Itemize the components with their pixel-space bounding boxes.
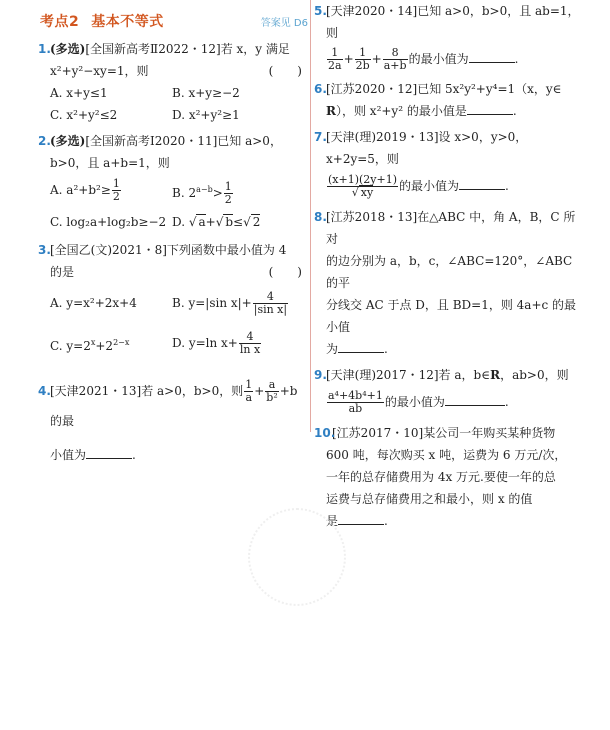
options: [50, 283, 308, 366]
problem-stem-line2: $\frac{\text{a⁴+4b⁴+1}}{ab}$ 的最小值为 .: [328, 389, 509, 415]
problem-stem: [天津(理)2017・12]若 a，b∈R，ab>0，则: [326, 368, 569, 382]
problem-number: 8.: [314, 210, 327, 224]
problem-stem: (多选)[全国新高考Ⅰ2020・11]已知 a>0，: [50, 134, 282, 148]
problem-5: [316, 0, 584, 74]
option-b: B. y=|sin x|+ $\frac{4}{\text{|sin x|}}$: [172, 290, 288, 316]
left-column: [40, 8, 308, 466]
fraction: $\frac{\text{a⁴+4b⁴+1}}{ab}$: [328, 389, 383, 415]
option-b: B. x+y≥−2: [172, 86, 240, 100]
fraction: $\frac{1}{2}$: [224, 180, 232, 206]
problem-6: [316, 78, 584, 122]
problem-number: 1.: [38, 42, 51, 56]
problem-stem: [天津(理)2019・13]设 x>0，y>0，x+2y=5，则: [326, 130, 528, 166]
problem-7: [316, 126, 584, 202]
option-d: D. y=ln x+ $\frac{4}{\text{ln x}}$: [172, 330, 261, 356]
problem-stem: [天津2020・14]已知 a>0，b>0，且 ab=1，则: [326, 4, 580, 40]
options: [50, 174, 308, 235]
fraction: $\frac{a}{\text{b²}}$: [266, 378, 278, 404]
faint-watermark-seal: [248, 508, 346, 606]
option-d: D. x²+y²≥1: [172, 108, 240, 122]
problem-stem: (多选)[全国新高考Ⅱ2022・12]若 x，y 满足: [50, 42, 290, 56]
problem-2: [40, 130, 308, 235]
problem-number: 10.: [314, 426, 336, 440]
answer-blank[interactable]: [459, 177, 505, 190]
problem-stem: [全国乙(文)2021・8]下列函数中最小值为 4: [50, 243, 287, 257]
problem-stem-line2: R），则 x²+y² 的最小值是 .: [326, 104, 517, 118]
problem-1: [40, 38, 308, 126]
problem-10: [316, 422, 584, 532]
option-a: A. a²+b²≥ $\frac{1}{2}$: [50, 177, 120, 203]
problem-stem-line2: 小值为 .: [50, 448, 136, 462]
problem-stem-line2: ( ) 的是: [50, 261, 308, 283]
options: [50, 82, 308, 126]
problem-number: 9.: [314, 368, 327, 382]
problem-line: 600 吨，每次购买 x 吨，运费为 6 万元/次，: [326, 448, 567, 462]
problem-number: 4.: [38, 384, 51, 398]
option-c: C. x²+y²≤2: [50, 108, 118, 122]
problem-line: 运费与总存储费用之和最小，则 x 的值: [326, 492, 533, 506]
problem-stem: [江苏2020・12]已知 5x²y²+y⁴=1（x，y∈: [326, 82, 562, 96]
problem-line: 为 .: [326, 342, 388, 356]
problem-number: 2.: [38, 134, 51, 148]
answer-blank[interactable]: [86, 446, 132, 459]
answer-blank[interactable]: [469, 50, 515, 63]
section-title: 考点2 基本不等式: [40, 14, 164, 30]
problem-stem-line2: ( ) x²+y²−xy=1，则: [50, 60, 308, 82]
answer-reference: 答案见 D6: [260, 17, 308, 29]
problem-number: 6.: [314, 82, 327, 96]
problem-number: 7.: [314, 130, 327, 144]
problem-stem: [江苏2017・10]某公司一年购买某种货物: [332, 426, 556, 440]
fraction: $\frac{4}{\text{|sin x|}}$: [253, 290, 288, 316]
problem-line: 是 .: [326, 514, 388, 528]
answer-parentheses: ( ): [268, 64, 302, 78]
problem-stem: [天津2021・13]若 a>0，b>0，则 $\frac{1}{a}$ + $\frac{a}{\text{b²}}$ +b 的最: [50, 378, 298, 428]
option-b: B. $2^{a-b}>$ $\frac{1}{2}$: [172, 180, 232, 206]
problem-3: [40, 239, 308, 366]
fraction: $\frac{1}{2}$: [112, 177, 120, 203]
problem-stem-line2: $\frac{(x+1)(2y+1)}{√ xy}$ 的最小值为 .: [328, 173, 509, 199]
option-d: D. √ a+√ b≤√ 2: [172, 215, 261, 229]
problem-8: [316, 206, 584, 360]
option-a: A. y=x²+2x+4: [50, 296, 137, 310]
problem-stem: [江苏2018・13]在△ABC 中，角 A，B，C 所对: [326, 210, 576, 246]
fraction: $\frac{1}{2b}$: [355, 46, 370, 72]
answer-blank[interactable]: [338, 512, 384, 525]
fraction: $\frac{(x+1)(2y+1)}{√ xy}$: [328, 173, 398, 199]
answer-parentheses: ( ): [268, 265, 302, 279]
problem-stem-line2: b>0，且 a+b=1，则: [50, 156, 170, 170]
problem-line: 一年的总存储费用为 4x 万元.要使一年的总: [326, 470, 556, 484]
problem-line: 分线交 AC 于点 D，且 BD=1，则 4a+c 的最小值: [326, 298, 577, 334]
answer-blank[interactable]: [338, 340, 384, 353]
fraction: $\frac{1}{2a}$: [328, 46, 342, 72]
problem-line: 的边分别为 a，b，c，∠ABC=120°，∠ABC 的平: [326, 254, 573, 290]
option-c: C. log₂a+log₂b≥−2: [50, 215, 167, 229]
problem-4: [40, 376, 308, 466]
problem-stem-line2: $\frac{1}{2a}$ + $\frac{1}{2b}$ + $\frac{8}{a+b}$ 的最小值为 .: [328, 46, 519, 72]
right-column: [316, 0, 584, 532]
answer-blank[interactable]: [467, 102, 513, 115]
fraction: $\frac{1}{a}$: [245, 378, 253, 404]
answer-blank[interactable]: [445, 393, 505, 406]
option-c: C. $y=2^x+2^{2-x}$: [50, 338, 130, 353]
problem-9: [316, 364, 584, 418]
fraction: $\frac{8}{a+b}$: [383, 46, 407, 72]
section-header: [40, 8, 308, 34]
problem-number: 3.: [38, 243, 51, 257]
option-a: A. x+y≤1: [50, 86, 108, 100]
problem-number: 5.: [314, 4, 327, 18]
fraction: $\frac{4}{\text{ln x}}$: [239, 330, 261, 356]
